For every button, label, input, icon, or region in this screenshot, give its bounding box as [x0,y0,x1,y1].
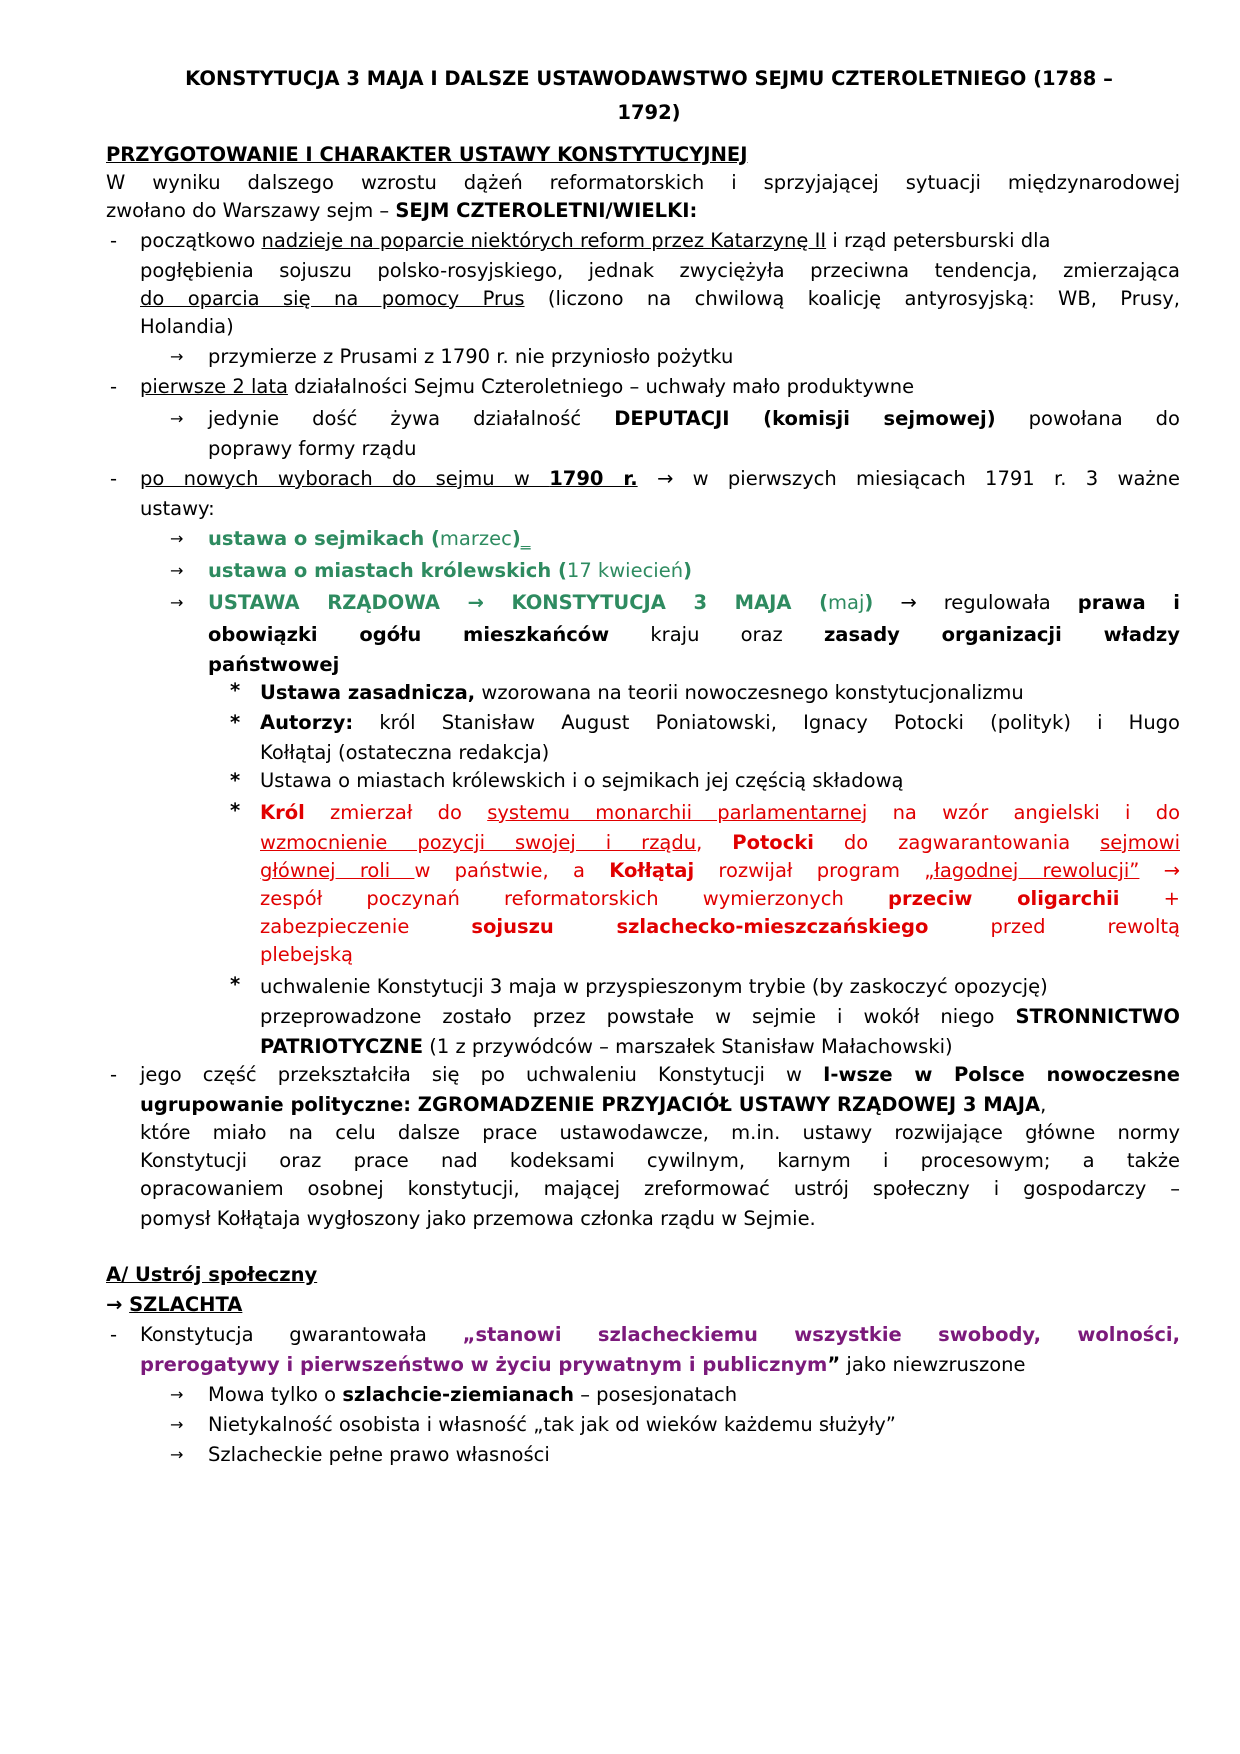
text: jako niewzruszone [840,1353,1026,1376]
text: wzorowana na teorii nowoczesnego konstytucjonalizmu [475,681,1024,704]
bold-text: ustawa o miastach królewskich ( [208,559,567,582]
bold-text: DEPUTACJI (komisji sejmowej) [614,407,996,430]
text: zmierzał do [304,801,488,824]
text: 17 kwiecień [566,559,684,582]
star-bullet-icon: * [230,679,241,702]
purple-quote-text: prerogatywy i pierwszeństwo w życiu prywatnym i publicznym [140,1353,828,1376]
green-text: maj [828,591,865,614]
star-item-4-line-1 [260,798,1180,828]
bold-green-text: USTAWA RZĄDOWA → KONSTYTUCJA 3 MAJA ( [208,591,829,614]
bullet4-line-5: opracowaniem osobnej konstytucji, mającej zreformować ustrój społeczny i gospodarczy – [140,1177,1180,1200]
text: w państwie, a [414,859,610,882]
bold-text: Król [260,801,305,824]
text: _ [520,527,531,550]
bold-text: Potocki [732,831,814,854]
text: – posesjonatach [574,1383,738,1406]
bold-text: PATRIOTYCZNE [260,1035,424,1058]
bold-text: przeciw oligarchii [888,887,1120,910]
text: zespół poczynań reformatorskich wymierzonych [260,887,888,910]
bold-text: prawa i [1077,591,1180,614]
bullet4-line-2 [140,1090,1046,1120]
text: do zagwarantowania [813,831,1101,854]
star-item-4-line-6: plebejską [260,943,353,966]
text: król Stanisław August Poniatowski, Ignacy Potocki (polityk) i Hugo [353,711,1180,734]
law-sejmiki [208,524,531,554]
law-konstytucja-line-1 [208,588,1180,618]
star-item-4-line-5 [260,912,1180,942]
text: kraju oraz [609,623,824,646]
text: → w pierwszych miesiącach 1791 r. 3 ważne [637,467,1180,490]
arrow-icon: → [170,1415,184,1434]
text: i rząd petersburski dla [826,229,1051,252]
bullet3-line-1 [140,464,1180,494]
intro-line-2 [106,196,697,226]
text: , [696,831,733,854]
text: przed rewoltą [928,915,1180,938]
bullet4-line-1 [140,1060,1180,1090]
law-konstytucja-line-2 [208,620,1180,650]
star-item-4-line-2 [260,828,1180,858]
star-item-2-line-1 [260,708,1180,738]
underlined-text: sejmowi [1100,831,1180,854]
dash-bullet: - [110,229,118,252]
star-item-5-line-1: uchwalenie Konstytucji 3 maja w przyspieszonym trybie (by zaskoczyć opozycję) [260,975,1048,998]
bold-text: obowiązki ogółu mieszkańców [208,623,610,646]
bold-text: sojuszu szlachecko-mieszczańskiego [471,915,929,938]
law-miasta [208,556,692,586]
text: → regulowała [873,591,1078,614]
section-heading: PRZYGOTOWANIE I CHARAKTER USTAWY KONSTYTUCYJNEJ [106,143,748,166]
title-line-2: 1792) [617,101,681,124]
star-item-1 [260,678,1024,708]
szlachta-sub-1 [208,1380,737,1410]
szlachta-line-1 [140,1320,1180,1350]
text: (1 z przywódców – marszałek Stanisław Małachowski) [423,1035,953,1058]
subheading-text: SZLACHTA [129,1293,243,1316]
star-item-2-line-2: Kołłątaj (ostateczna redakcja) [260,741,550,764]
text: na wzór angielski i do [867,801,1181,824]
szlachta-sub-3: Szlacheckie pełne prawo własności [208,1443,550,1466]
text: działalności Sejmu Czteroletniego – uchwały mało produktywne [287,375,915,398]
bullet1-line-3 [140,284,1180,314]
bullet2-sub-line-2: poprawy formy rządu [208,437,417,460]
law-konstytucja-line-3: państwowej [208,653,340,676]
bullet4-line-4: Konstytucji oraz prace nad kodeksami cywilnym, karnym i procesowym; a także [140,1149,1180,1172]
underlined-text: pierwsze 2 lata [140,375,288,398]
underlined-text: systemu monarchii parlamentarnej [487,801,868,824]
quote-mark: ” [827,1353,841,1376]
arrow-icon: → [170,561,184,580]
underlined-text: wzmocnienie pozycji swojej i rządu [260,831,697,854]
bullet1-line-4: Holandia) [140,315,234,338]
bold-text: ugrupowanie polityczne: ZGROMADZENIE PRZYJACIÓŁ USTAWY RZĄDOWEJ 3 MAJA [140,1093,1041,1116]
szlachta-line-2 [140,1350,1026,1380]
text: , [1040,1093,1047,1116]
bold-text: STRONNICTWO [1015,1005,1180,1028]
text: jedynie dość żywa działalność [208,407,615,430]
bold-text: ) [511,527,521,550]
bold-text: zasady organizacji władzy [823,623,1180,646]
quote-mark: „ [462,1323,476,1346]
szlachta-sub-2: Nietykalność osobista i własność „tak jak od wieków każdemu służyły” [208,1413,896,1436]
star-item-4-line-4 [260,884,1180,914]
text: Konstytucja gwarantowała [140,1323,463,1346]
underlined-text: nadzieje na poparcie niektórych reform przez Katarzynę II [261,229,827,252]
star-bullet-icon: * [230,799,241,822]
bold-text: Ustawa zasadnicza, [260,681,476,704]
text: Mowa tylko o [208,1383,343,1406]
bold-text: ) [683,559,692,582]
bullet4-line-6: pomysł Kołłątaja wygłoszony jako przemowa członka rządu w Sejmie. [140,1207,816,1230]
bullet1-line-2: pogłębienia sojuszu polsko-rosyjskiego, jednak zwyciężyła przeciwna tendencja, zmierzająca [140,259,1180,282]
star-item-5-line-3 [260,1032,953,1062]
title-line-1: KONSTYTUCJA 3 MAJA I DALSZE USTAWODAWSTWO SEJMU CZTEROLETNIEGO (1788 – [185,67,1113,90]
text: rozwijał program [694,859,925,882]
text: jego część przekształciła się po uchwaleniu Konstytucji w [140,1063,824,1086]
text: marzec [439,527,512,550]
underlined-text: do oparcia się na pomocy Prus [140,287,525,310]
text: początkowo [140,229,262,252]
text: → [1139,859,1181,882]
arrow-icon: → [170,1385,184,1404]
arrow-icon: → [170,593,184,612]
text: + [1119,887,1180,910]
arrow-icon: → [170,1445,184,1464]
text: przeprowadzone zostało przez powstałe w sejmie i wokół niego [260,1005,1016,1028]
text: po nowych wyborach do sejmu w [140,467,550,490]
text: zabezpieczenie [260,915,472,938]
dash-bullet: - [110,375,118,398]
star-bullet-icon: * [230,973,241,996]
bullet1-sub-1: przymierze z Prusami z 1790 r. nie przyniosło pożytku [208,345,734,368]
bold-green-text: ) [864,591,874,614]
arrow-icon: → [106,1293,123,1316]
section2-subheading [106,1290,242,1320]
bullet1-line-1 [140,226,1050,256]
bold-year: 1790 r. [549,467,638,490]
bullet3-line-2: ustawy: [140,497,215,520]
star-item-3: Ustawa o miastach królewskich i o sejmikach jej częścią składową [260,769,904,792]
bold-text: ustawa o sejmikach ( [208,527,440,550]
star-item-5-line-2 [260,1002,1180,1032]
underlined-text [140,467,638,490]
intro-text: zwołano do Warszawy sejm – [106,199,396,222]
bold-text: Kołłątaj [609,859,695,882]
bold-text: I-wsze w Polsce nowoczesne [823,1063,1180,1086]
underlined-text: „łagodnej rewolucji” [924,859,1140,882]
bold-text: szlachcie-ziemianach [342,1383,575,1406]
text: (liczono na chwilową koalicję antyrosyjską: WB, Prusy, [524,287,1180,310]
bullet2-line-1 [140,372,914,402]
dash-bullet: - [110,467,118,490]
intro-line-1: W wyniku dalszego wzrostu dążeń reformatorskich i sprzyjającej sytuacji międzynarodowej [106,171,1180,194]
bullet4-line-3: które miało na celu dalsze prace ustawodawcze, m.in. ustawy rozwijające główne normy [140,1121,1180,1144]
sejm-name: SEJM CZTEROLETNI/WIELKI: [395,199,698,222]
dash-bullet: - [110,1063,118,1086]
underlined-text: głównej roli [260,859,415,882]
bullet2-sub-line-1 [208,404,1180,434]
star-item-4-line-3 [260,856,1180,886]
purple-quote-text: stanowi szlacheckiemu wszystkie swobody, wolności, [475,1323,1180,1346]
arrow-icon: → [170,409,184,428]
text: powołana do [995,407,1180,430]
section2-heading: A/ Ustrój społeczny [106,1263,318,1286]
bold-text: Autorzy: [260,711,354,734]
arrow-icon: → [170,529,184,548]
document-title [118,62,1180,130]
dash-bullet: - [110,1323,118,1346]
star-bullet-icon: * [230,769,241,792]
star-bullet-icon: * [230,711,241,734]
arrow-icon: → [170,347,184,366]
